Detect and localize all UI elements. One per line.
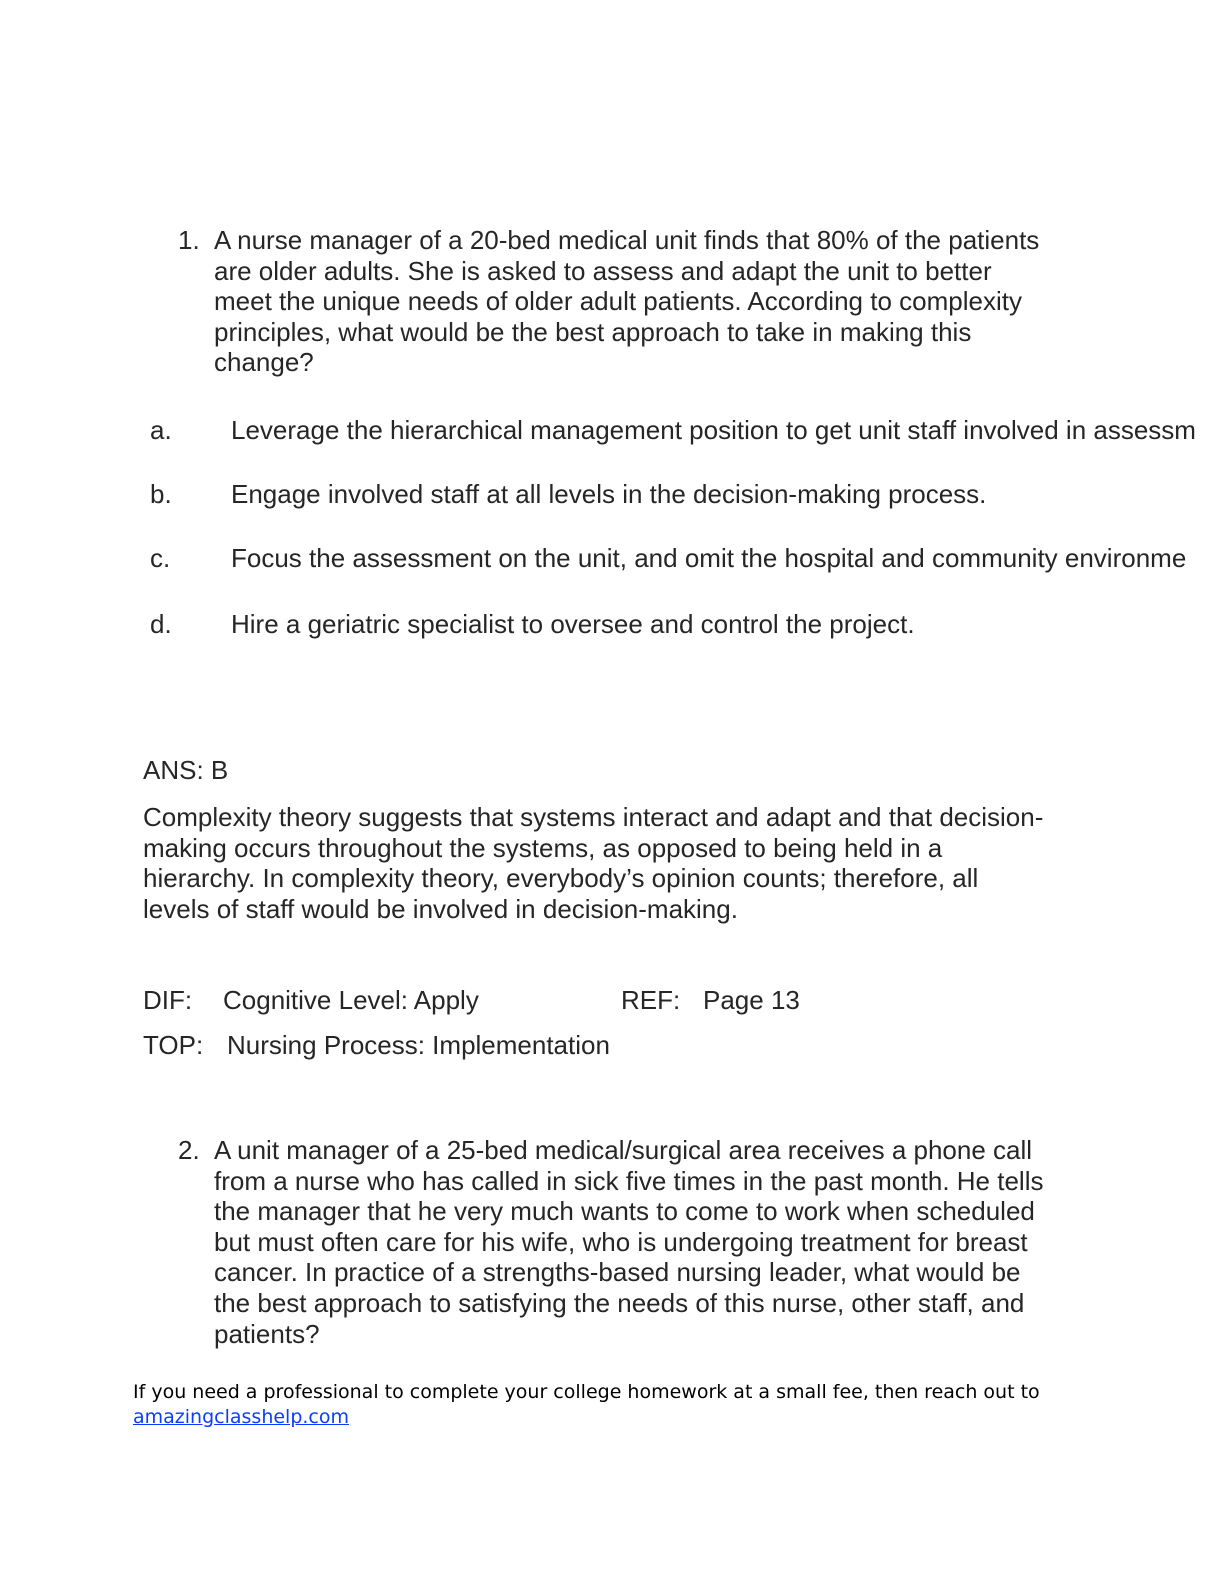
question-number: 1. <box>178 225 200 255</box>
question-stem: A nurse manager of a 20-bed medical unit finds that 80% of the patients are older adults. She is asked to assess and adapt the unit to better meet the unique needs of older adult patients. According to complexity principles, what would be the best approach to take in making this change? <box>214 225 1040 378</box>
question-2 <box>178 1135 1078 1349</box>
question-number: 2. <box>178 1135 200 1165</box>
reference-label: REF: <box>621 985 681 1015</box>
option-letter: d. <box>150 609 172 639</box>
question-stem: A unit manager of a 25-bed medical/surgical area receives a phone call from a nurse who has called in sick five times in the past month. He tells the manager that he very much wants to come to work when scheduled but must often care for his wife, who is undergoing treatment for breast cancer. In practice of a strengths-based nursing leader, what would be the best approach to satisfying the needs of this nurse, other staff, and patients? <box>214 1135 1044 1349</box>
option-b <box>150 479 986 509</box>
option-c <box>150 543 1186 573</box>
option-letter: a. <box>150 415 172 445</box>
difficulty-label: DIF: <box>143 985 193 1015</box>
option-letter: c. <box>150 543 171 573</box>
footer-text: If you need a professional to complete your college homework at a small fee, then reach out to <box>133 1381 1040 1403</box>
rationale: Complexity theory suggests that systems interact and adapt and that decision- making occurs throughout the systems, as opposed to being held in a hierarchy. In complexity theory, everybody’s opinion counts; therefore, all levels of staff would be involved in decision-making. <box>143 802 1044 924</box>
option-text: Leverage the hierarchical management position to get unit staff involved in assessm <box>231 415 1196 445</box>
question-1 <box>178 225 1078 378</box>
reference-value: Page 13 <box>703 985 800 1015</box>
option-text: Engage involved staff at all levels in the decision-making process. <box>231 479 987 509</box>
topic-label: TOP: <box>143 1030 204 1060</box>
difficulty-value: Cognitive Level: Apply <box>223 985 479 1015</box>
option-a <box>150 415 1196 445</box>
option-text: Hire a geriatric specialist to oversee and control the project. <box>231 609 915 639</box>
footer-link[interactable]: amazingclasshelp.com <box>133 1406 350 1428</box>
option-letter: b. <box>150 479 172 509</box>
topic-value: Nursing Process: Implementation <box>227 1030 610 1060</box>
option-d <box>150 609 915 639</box>
promo-footer <box>133 1380 1040 1430</box>
option-text: Focus the assessment on the unit, and omit the hospital and community environme <box>231 543 1187 573</box>
answer-key: ANS: B <box>143 755 229 785</box>
